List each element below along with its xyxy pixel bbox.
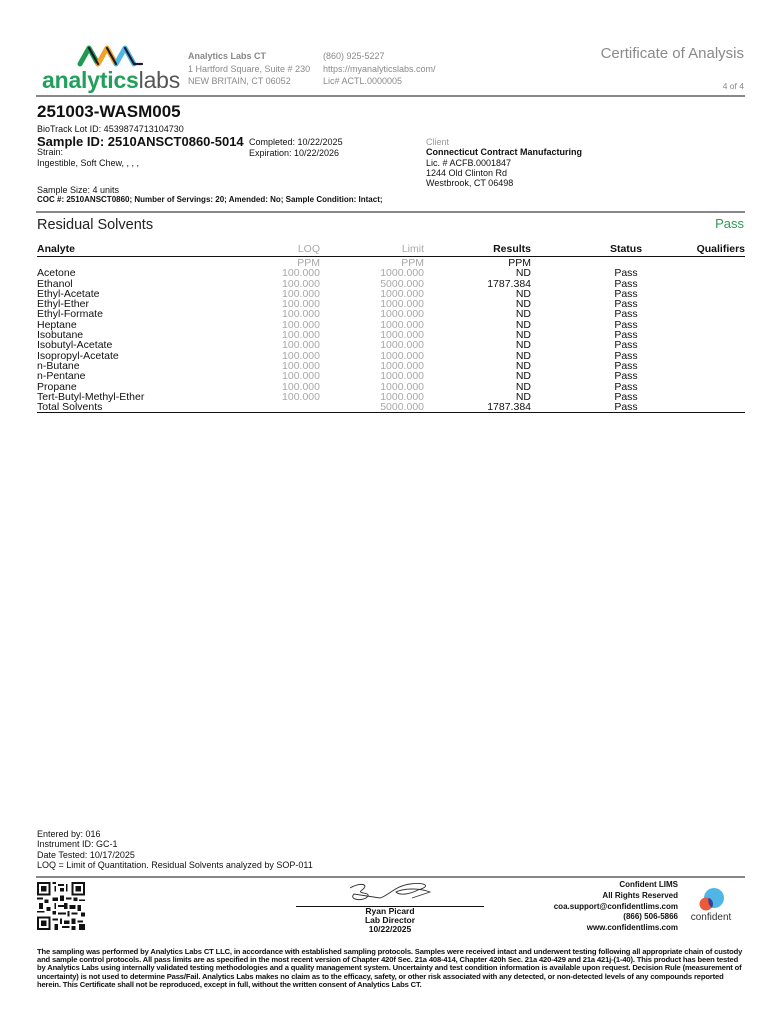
document-title: Certificate of Analysis [600, 45, 744, 62]
result-cell: ND [515, 339, 531, 352]
status-cell: Pass [614, 267, 638, 280]
analyte-cell: Isopropyl-Acetate [37, 349, 119, 362]
client-label: Client [426, 137, 450, 147]
qualifiers-cell [651, 382, 745, 392]
limit-unit: PPM [401, 257, 424, 269]
status-cell: Pass [614, 318, 638, 331]
section-title: Residual Solvents [37, 217, 154, 233]
analyte-cell: n-Butane [37, 359, 80, 372]
lab-license: Lic# ACTL.0000005 [323, 76, 403, 86]
loq-cell: 100.000 [282, 370, 320, 383]
result-cell: ND [515, 308, 531, 321]
analyte-cell: Ethyl-Ether [37, 298, 89, 311]
residual-solvents-table [37, 243, 745, 413]
qualifiers-cell [651, 268, 745, 278]
status-cell: Pass [614, 298, 638, 311]
lab-info [188, 50, 310, 88]
status-cell: Pass [614, 329, 638, 342]
analyte-cell: Total Solvents [37, 402, 217, 413]
result-cell: ND [515, 370, 531, 383]
results-unit: PPM [508, 257, 531, 269]
col-limit: Limit [320, 243, 424, 257]
limit-cell: 5000.000 [320, 402, 424, 413]
signatory-name: Ryan Picard [365, 906, 415, 916]
status-cell: Pass [614, 380, 638, 393]
result-cell: 1787.384 [487, 277, 531, 290]
loq-cell: 100.000 [282, 329, 320, 342]
limit-cell: 1000.000 [380, 349, 424, 362]
logo-peaks-icon [76, 42, 146, 68]
status-cell: Pass [614, 308, 638, 321]
loq-unit: PPM [297, 257, 320, 269]
status-cell: Pass [614, 349, 638, 362]
limit-cell: 1000.000 [380, 370, 424, 383]
legal-disclaimer: The sampling was performed by Analytics Labs CT LLC, in accordance with established sampling protocols. Samples were received intact and underwent testing following all appropriate chain of custody and sample control protocols. All pass limits are as specified in the most recent version of Chapter 420f Sec. 21a 408-414, Chapter 420h Sec. 21a 420-429 and 21a 421j-(1-40). This product has been tested by Analytics Labs using internally validated testing methodologies and a quality management system. Uncertainty and test condition information is available upon request. Decision Rule (measurement of uncertainty) is not used to determine Pass/Fail. Analytics Labs makes no claim as to the efficacy, safety, or other risk associated with any detected, or non-detected levels of any compounds reported herein. This Certificate shall not be reproduced, except in full, without the written consent of Analytics Labs CT. [37, 947, 743, 989]
result-cell: ND [515, 329, 531, 342]
result-cell: ND [515, 390, 531, 403]
analyte-cell: Propane [37, 380, 77, 393]
client-license: Lic. # ACFB.0001847 [426, 157, 512, 168]
qualifiers-cell [651, 361, 745, 371]
loq-cell: 100.000 [282, 287, 320, 300]
client-address-2: Westbrook, CT 06498 [426, 178, 514, 189]
sample-size: Sample Size: 4 units [37, 185, 120, 195]
lab-name: Analytics Labs CT [188, 51, 267, 61]
qualifiers-cell [651, 279, 745, 289]
result-cell: ND [515, 349, 531, 362]
col-status: Status [531, 243, 651, 257]
lab-contact [323, 50, 436, 88]
loq-cell: 100.000 [282, 277, 320, 290]
result-cell: 1787.384 [424, 402, 531, 413]
date-tested: Date Tested: 10/17/2025 [37, 849, 135, 860]
qualifiers-cell [651, 320, 745, 330]
status-cell: Pass [614, 339, 638, 352]
lims-phone: (866) 506-5866 [623, 912, 678, 922]
col-qualifiers: Qualifiers [651, 243, 745, 257]
logo-wordmark: analyticslabs [42, 67, 181, 93]
lims-info [554, 880, 678, 934]
page-indicator: 4 of 4 [722, 81, 744, 91]
analyte-cell: Isobutyl-Acetate [37, 339, 113, 352]
limit-cell: 1000.000 [380, 339, 424, 352]
loq-cell: 100.000 [282, 308, 320, 321]
sample-meta [37, 185, 383, 205]
limit-cell: 1000.000 [380, 380, 424, 393]
col-analyte: Analyte [37, 243, 217, 257]
biotrack-lot-id: BioTrack Lot ID: 4539874713104730 [37, 124, 184, 134]
analyte-cell: Heptane [37, 318, 77, 331]
result-cell: ND [515, 380, 531, 393]
strain-info [37, 147, 139, 168]
result-cell: ND [515, 267, 531, 280]
loq-note: LOQ = Limit of Quantitation. Residual Solvents analyzed by SOP-011 [37, 859, 313, 870]
analyte-cell: Acetone [37, 267, 76, 280]
limit-cell: 1000.000 [380, 287, 424, 300]
limit-cell: 1000.000 [380, 359, 424, 372]
loq-cell [217, 402, 320, 413]
loq-cell: 100.000 [282, 390, 320, 403]
signature-image [340, 878, 440, 906]
qualifiers-cell [651, 289, 745, 299]
lab-website[interactable]: https://myanalyticslabs.com/ [323, 63, 436, 74]
analyte-cell: Isobutane [37, 329, 84, 342]
qualifiers-cell [651, 330, 745, 340]
loq-cell: 100.000 [282, 318, 320, 331]
result-cell: ND [515, 359, 531, 372]
section-status-badge: Pass [715, 216, 744, 231]
analyte-cell: Ethyl-Formate [37, 308, 103, 321]
analyte-cell: Ethyl-Acetate [37, 287, 100, 300]
result-cell: ND [515, 287, 531, 300]
signatory-title: Lab Director [364, 915, 416, 925]
result-cell: ND [515, 298, 531, 311]
status-cell: Pass [614, 370, 638, 383]
strain-label: Strain: [37, 147, 64, 157]
qualifiers-cell [651, 392, 745, 402]
signature-date: 10/22/2025 [368, 924, 412, 934]
lims-email[interactable]: coa.support@confidentlims.com [553, 901, 678, 911]
sample-dates [249, 137, 343, 159]
analyte-cell: Tert-Butyl-Methyl-Ether [37, 390, 145, 403]
limit-cell: 1000.000 [380, 390, 424, 403]
qualifiers-cell [651, 299, 745, 309]
limit-cell: 1000.000 [380, 267, 424, 280]
limit-cell: 5000.000 [380, 277, 424, 290]
client-address-1: 1244 Old Clinton Rd [426, 167, 508, 178]
table-header-row [37, 243, 745, 257]
status-cell: Pass [614, 390, 638, 403]
signatory [296, 907, 484, 934]
loq-cell: 100.000 [282, 298, 320, 311]
qualifiers-cell [651, 309, 745, 319]
total-row [37, 402, 745, 413]
qr-code-icon[interactable] [37, 882, 85, 930]
client-name: Connecticut Contract Manufacturing [426, 147, 583, 158]
test-notes [37, 829, 313, 870]
limit-cell: 1000.000 [380, 308, 424, 321]
loq-cell: 100.000 [282, 380, 320, 393]
qualifiers-cell [651, 371, 745, 381]
qualifiers-cell [651, 402, 745, 413]
result-cell: ND [515, 318, 531, 331]
lims-name: Confident LIMS [619, 880, 678, 889]
sample-id: Sample ID: 2510ANSCT0860-5014 [37, 134, 244, 149]
analyte-cell: n-Pentane [37, 370, 86, 383]
lims-rights: All Rights Reserved [602, 890, 678, 900]
section-divider [36, 211, 745, 213]
completed-date: Completed: 10/22/2025 [249, 137, 343, 147]
status-cell: Pass [531, 402, 651, 413]
loq-cell: 100.000 [282, 267, 320, 280]
col-loq: LOQ [217, 243, 320, 257]
instrument-id: Instrument ID: GC-1 [37, 839, 118, 850]
loq-cell: 100.000 [282, 339, 320, 352]
status-cell: Pass [614, 277, 638, 290]
loq-cell: 100.000 [282, 359, 320, 372]
lab-address-line-1: 1 Hartford Square, Suite # 230 [188, 63, 311, 74]
coc-line: COC #: 2510ANSCT0860; Number of Servings: 20; Amended: No; Sample Condition: Intact; [37, 195, 383, 204]
expiration-date: Expiration: 10/22/2026 [249, 148, 340, 158]
lab-address-line-2: NEW BRITAIN, CT 06052 [188, 76, 291, 86]
entered-by: Entered by: 016 [37, 829, 101, 839]
status-cell: Pass [614, 287, 638, 300]
loq-cell: 100.000 [282, 349, 320, 362]
confident-wordmark: confident [690, 912, 732, 923]
analytics-labs-logo [42, 42, 181, 94]
batch-id: 251003-WASM005 [37, 102, 181, 121]
client-info [426, 137, 582, 188]
limit-cell: 1000.000 [380, 318, 424, 331]
lims-website[interactable]: www.confidentlims.com [586, 923, 678, 933]
lab-phone: (860) 925-5227 [323, 51, 385, 61]
limit-cell: 1000.000 [380, 329, 424, 342]
analyte-cell: Ethanol [37, 277, 73, 290]
status-cell: Pass [614, 359, 638, 372]
qualifiers-cell [651, 351, 745, 361]
qualifiers-cell [651, 340, 745, 350]
col-results: Results [424, 243, 531, 257]
product-type: Ingestible, Soft Chew, , , , [37, 157, 140, 168]
header-divider [36, 95, 745, 97]
limit-cell: 1000.000 [380, 298, 424, 311]
